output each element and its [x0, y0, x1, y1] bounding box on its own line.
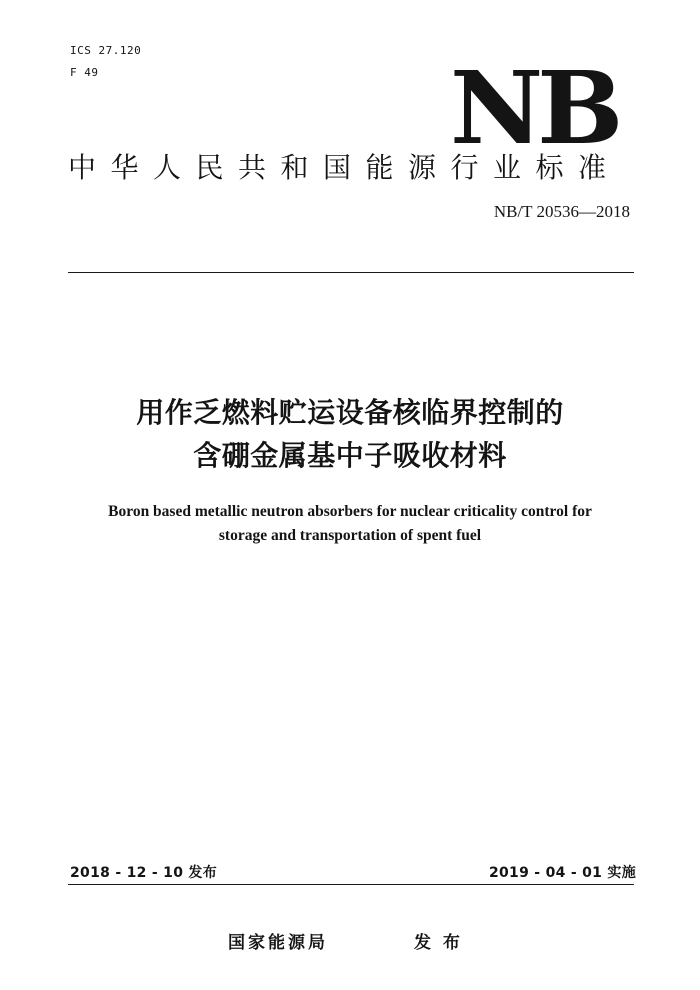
organization-title: 中华人民共和国能源行业标准: [68, 151, 621, 184]
title-en-line2: storage and transportation of spent fuel: [218, 527, 482, 544]
issuer: 国家能源局: [228, 933, 328, 953]
title-en-line1: Boron based metallic neutron absorbers for nuclear criticality control for: [108, 503, 592, 520]
nb-logo: NB: [450, 49, 618, 167]
ics-code: ICS 27.120: [70, 44, 142, 57]
implement-date: 2019 - 04 - 01 实施: [488, 865, 636, 881]
footer-divider: [68, 884, 634, 885]
title-cn-line2: 含硼金属基中子吸收材料: [193, 439, 507, 472]
header-divider: [68, 272, 634, 273]
classification-code: F 49: [70, 66, 99, 79]
title-cn-line1: 用作乏燃料贮运设备核临界控制的: [136, 396, 564, 429]
standard-code: NB/T 20536—2018: [493, 202, 630, 221]
issue-date: 2018 - 12 - 10 发布: [70, 865, 218, 881]
issue-label: 发 布: [414, 933, 463, 953]
